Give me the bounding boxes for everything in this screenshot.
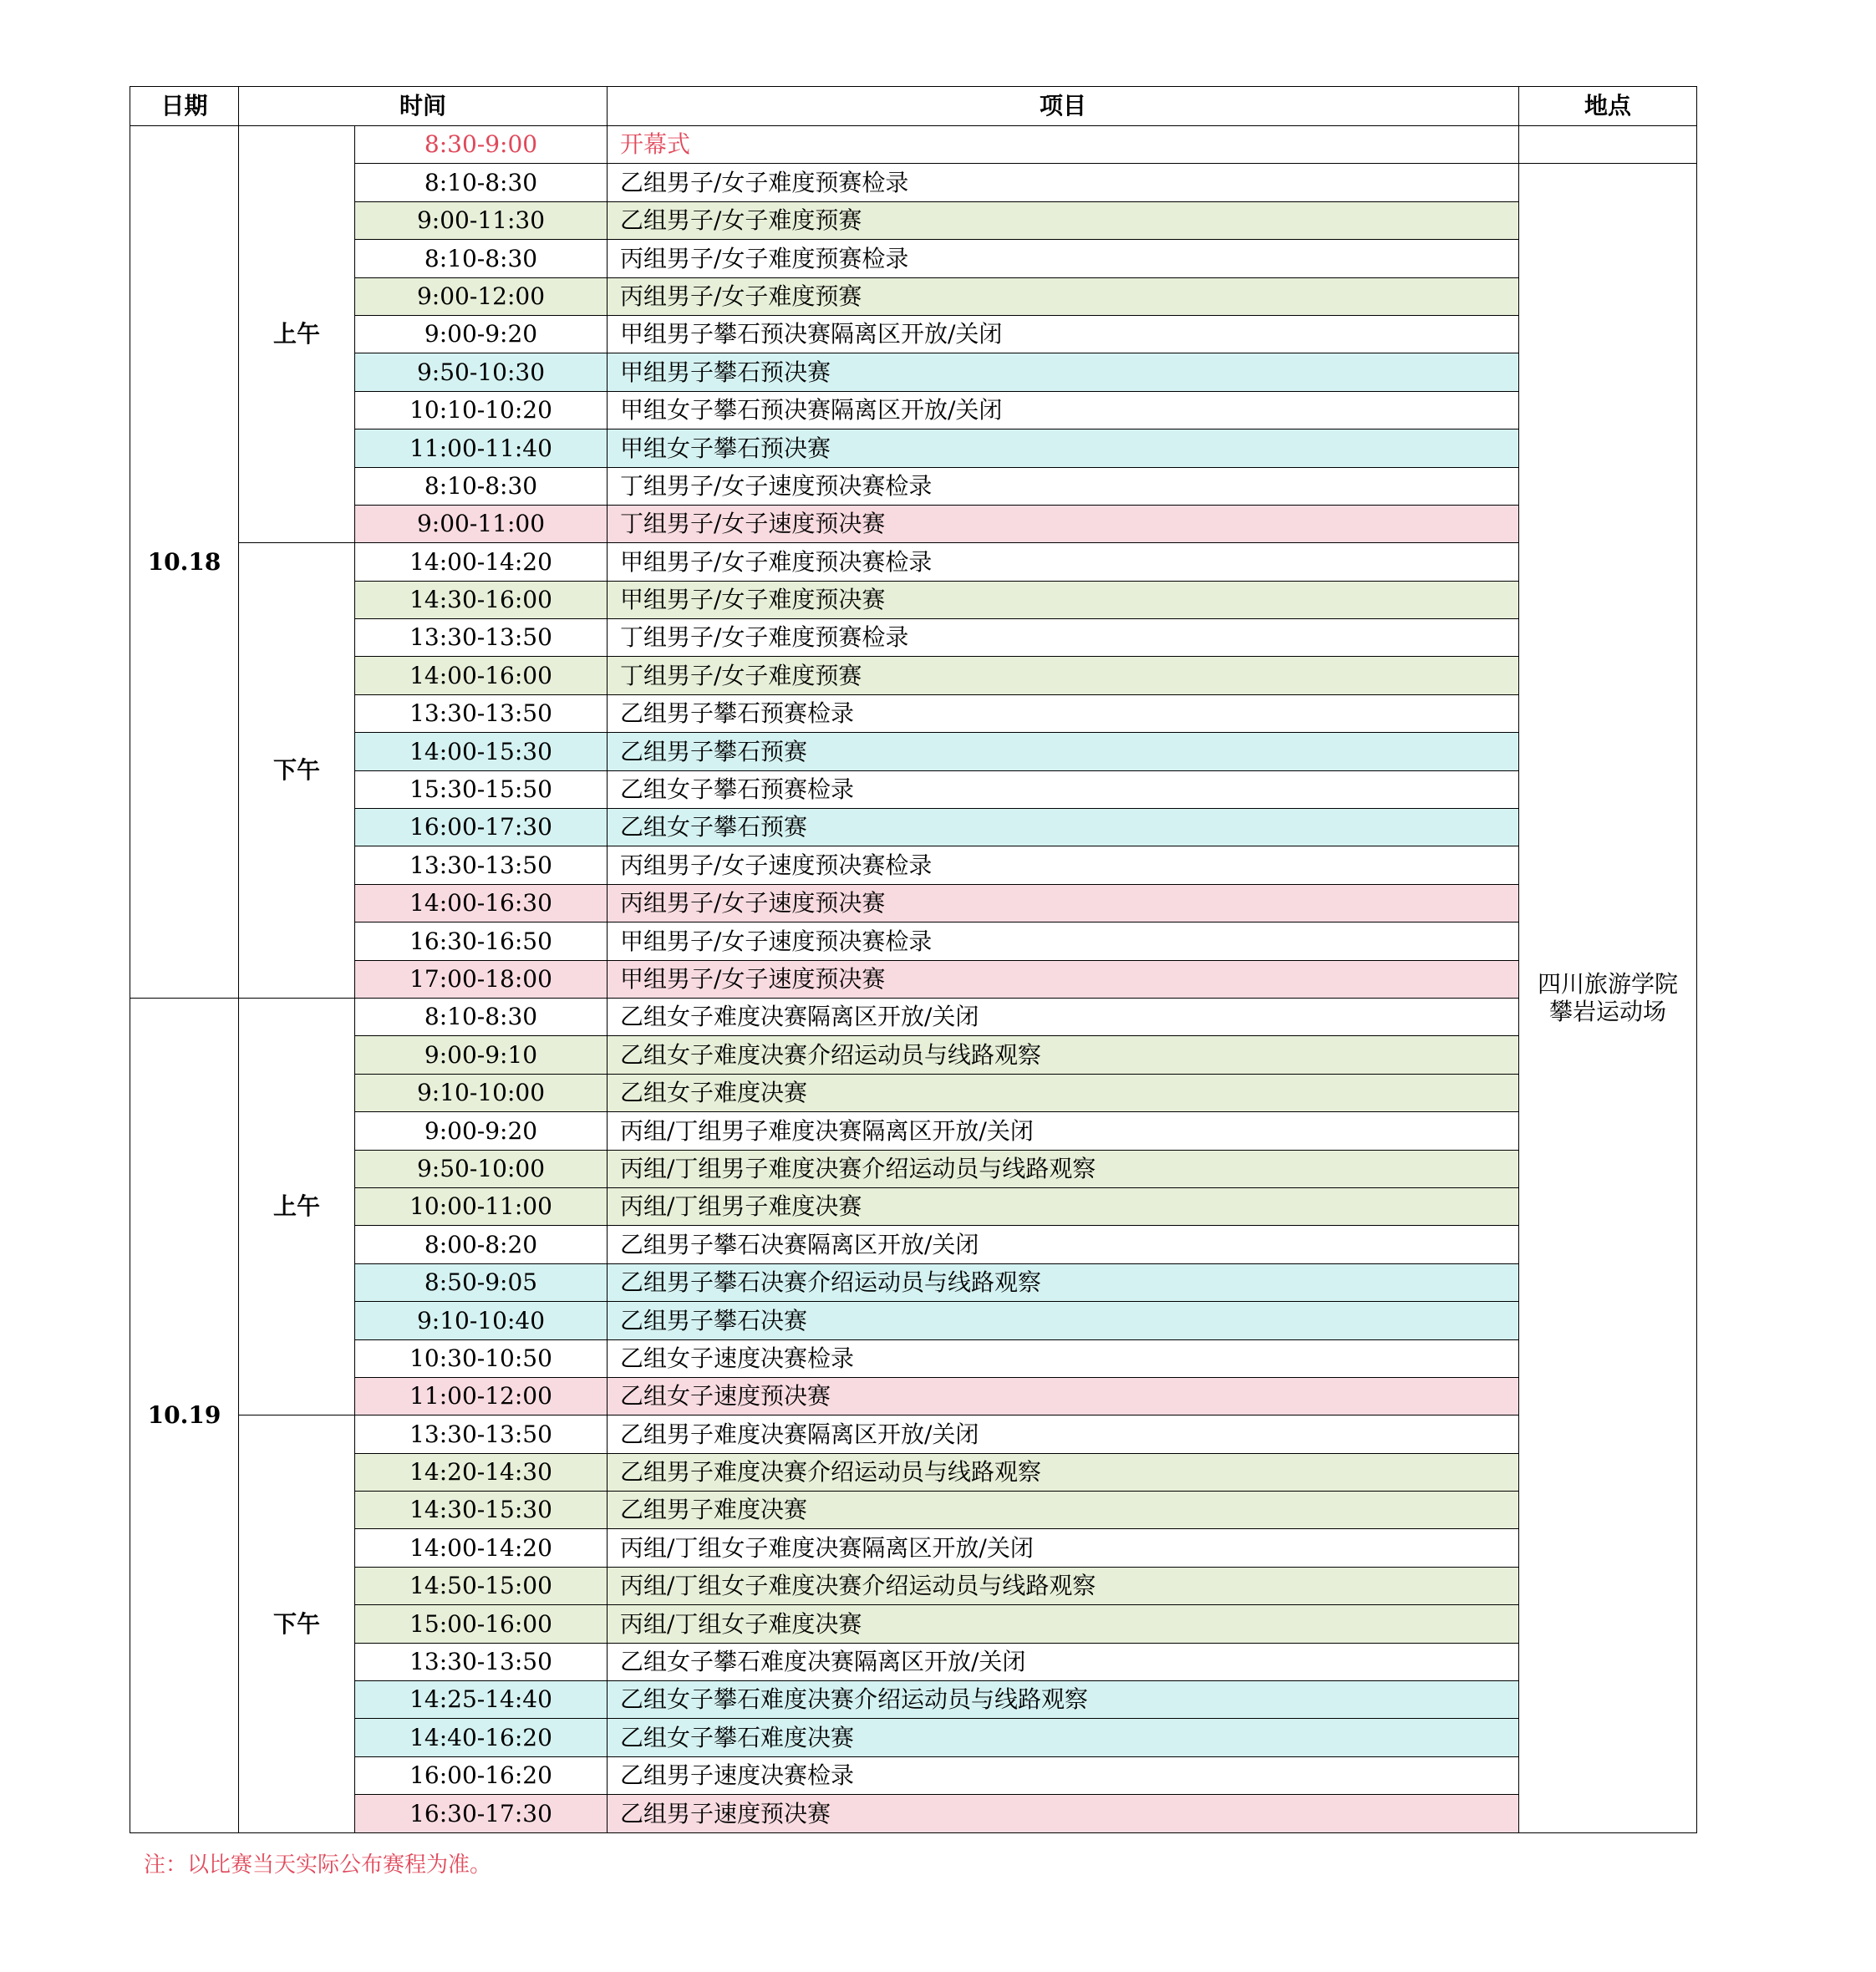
table-row	[130, 315, 1697, 353]
event-cell: 丙组男子/女子难度预赛	[608, 277, 1519, 315]
table-header	[130, 87, 1697, 126]
time-cell: 16:30-17:30	[355, 1795, 608, 1832]
event-cell: 乙组女子速度决赛检录	[608, 1339, 1519, 1377]
event-cell: 乙组女子难度决赛	[608, 1074, 1519, 1111]
table-row	[130, 240, 1697, 277]
table-row	[130, 1605, 1697, 1643]
time-cell: 9:00-11:00	[355, 505, 608, 542]
table-row	[130, 960, 1697, 998]
event-cell: 丁组男子/女子难度预赛检录	[608, 619, 1519, 657]
event-cell: 乙组女子攀石难度决赛介绍运动员与线路观察	[608, 1681, 1519, 1719]
time-cell: 9:00-12:00	[355, 277, 608, 315]
time-cell: 10:10-10:20	[355, 391, 608, 429]
period-cell: 下午	[239, 543, 355, 999]
time-cell: 15:00-16:00	[355, 1605, 608, 1643]
time-cell: 16:30-16:50	[355, 922, 608, 960]
event-cell: 乙组男子难度决赛	[608, 1492, 1519, 1529]
time-cell: 9:50-10:30	[355, 353, 608, 391]
event-cell: 丙组男子/女子速度预决赛	[608, 884, 1519, 922]
event-cell: 丙组/丁组女子难度决赛	[608, 1605, 1519, 1643]
header-venue: 地点	[1519, 87, 1697, 126]
table-row	[130, 1377, 1697, 1415]
date-cell: 10.18	[130, 126, 239, 999]
event-cell: 乙组男子速度决赛检录	[608, 1756, 1519, 1794]
event-cell: 乙组女子难度决赛介绍运动员与线路观察	[608, 1036, 1519, 1074]
time-cell: 14:40-16:20	[355, 1719, 608, 1756]
table-row	[130, 543, 1697, 581]
table-row	[130, 581, 1697, 618]
table-row	[130, 1302, 1697, 1339]
time-cell: 11:00-11:40	[355, 429, 608, 467]
event-cell: 乙组男子/女子难度预赛检录	[608, 164, 1519, 201]
table-row	[130, 1756, 1697, 1794]
table-row	[130, 1567, 1697, 1604]
table-row	[130, 1643, 1697, 1680]
time-cell: 8:10-8:30	[355, 164, 608, 201]
table-row	[130, 1415, 1697, 1453]
table-row	[130, 770, 1697, 808]
header-event: 项目	[608, 87, 1519, 126]
table-row	[130, 1719, 1697, 1756]
event-cell: 乙组男子/女子难度预赛	[608, 201, 1519, 239]
header-row	[130, 87, 1697, 126]
time-cell: 13:30-13:50	[355, 619, 608, 657]
table-row	[130, 277, 1697, 315]
time-cell: 17:00-18:00	[355, 960, 608, 998]
time-cell: 10:30-10:50	[355, 1339, 608, 1377]
event-cell: 丙组男子/女子速度预决赛检录	[608, 846, 1519, 884]
time-cell: 9:00-9:10	[355, 1036, 608, 1074]
event-cell: 乙组男子攀石决赛介绍运动员与线路观察	[608, 1263, 1519, 1301]
table-row	[130, 429, 1697, 467]
time-cell: 9:00-9:20	[355, 1112, 608, 1150]
date-cell: 10.19	[130, 998, 239, 1832]
time-cell: 9:00-9:20	[355, 315, 608, 353]
event-cell: 乙组男子速度预决赛	[608, 1795, 1519, 1832]
table-row	[130, 391, 1697, 429]
event-cell: 甲组男子攀石预决赛	[608, 353, 1519, 391]
time-cell: 8:00-8:20	[355, 1226, 608, 1263]
time-cell: 9:10-10:00	[355, 1074, 608, 1111]
table-row	[130, 201, 1697, 239]
time-cell: 14:00-14:20	[355, 543, 608, 581]
event-cell: 乙组女子攀石预赛	[608, 809, 1519, 846]
event-cell: 丙组男子/女子难度预赛检录	[608, 240, 1519, 277]
time-cell: 14:50-15:00	[355, 1567, 608, 1604]
event-cell: 开幕式	[608, 126, 1519, 164]
event-cell: 甲组男子/女子速度预决赛	[608, 960, 1519, 998]
time-cell: 8:30-9:00	[355, 126, 608, 164]
table-row	[130, 1112, 1697, 1150]
time-cell: 16:00-16:20	[355, 1756, 608, 1794]
table-row	[130, 733, 1697, 770]
event-cell: 乙组男子难度决赛介绍运动员与线路观察	[608, 1453, 1519, 1491]
event-cell: 甲组女子攀石预决赛隔离区开放/关闭	[608, 391, 1519, 429]
time-cell: 8:50-9:05	[355, 1263, 608, 1301]
time-cell: 14:00-14:20	[355, 1529, 608, 1567]
event-cell: 乙组男子攀石决赛	[608, 1302, 1519, 1339]
time-cell: 14:00-16:00	[355, 657, 608, 694]
time-cell: 13:30-13:50	[355, 1415, 608, 1453]
table-row	[130, 809, 1697, 846]
time-cell: 9:50-10:00	[355, 1150, 608, 1187]
event-cell: 甲组男子/女子难度预决赛检录	[608, 543, 1519, 581]
time-cell: 9:10-10:40	[355, 1302, 608, 1339]
event-cell: 丙组/丁组男子难度决赛介绍运动员与线路观察	[608, 1150, 1519, 1187]
event-cell: 丙组/丁组男子难度决赛	[608, 1187, 1519, 1225]
time-cell: 8:10-8:30	[355, 467, 608, 505]
table-row	[130, 619, 1697, 657]
event-cell: 甲组男子攀石预决赛隔离区开放/关闭	[608, 315, 1519, 353]
event-cell: 丁组男子/女子速度预决赛检录	[608, 467, 1519, 505]
time-cell: 14:30-16:00	[355, 581, 608, 618]
time-cell: 10:00-11:00	[355, 1187, 608, 1225]
table-row	[130, 1036, 1697, 1074]
table-row	[130, 164, 1697, 201]
venue-line-2: 攀岩运动场	[1548, 998, 1666, 1026]
table-row	[130, 1453, 1697, 1491]
table-row	[130, 1074, 1697, 1111]
table-row	[130, 126, 1697, 164]
time-cell: 8:10-8:30	[355, 998, 608, 1035]
event-cell: 丁组男子/女子速度预决赛	[608, 505, 1519, 542]
event-cell: 乙组女子攀石预赛检录	[608, 770, 1519, 808]
time-cell: 14:20-14:30	[355, 1453, 608, 1491]
footnote: 注：以比赛当天实际公布赛程为准。	[144, 1853, 492, 1878]
table-row	[130, 1492, 1697, 1529]
table-row	[130, 922, 1697, 960]
time-cell: 13:30-13:50	[355, 694, 608, 732]
table-row	[130, 505, 1697, 542]
table-row	[130, 353, 1697, 391]
period-cell: 上午	[239, 126, 355, 543]
time-cell: 14:30-15:30	[355, 1492, 608, 1529]
event-cell: 甲组男子/女子难度预决赛	[608, 581, 1519, 618]
event-cell: 乙组男子难度决赛隔离区开放/关闭	[608, 1415, 1519, 1453]
event-cell: 甲组男子/女子速度预决赛检录	[608, 922, 1519, 960]
time-cell: 14:00-15:30	[355, 733, 608, 770]
time-cell: 14:00-16:30	[355, 884, 608, 922]
event-cell: 乙组女子速度预决赛	[608, 1377, 1519, 1415]
table-row	[130, 1681, 1697, 1719]
event-cell: 丁组男子/女子难度预赛	[608, 657, 1519, 694]
event-cell: 乙组女子攀石难度决赛	[608, 1719, 1519, 1756]
table-row	[130, 846, 1697, 884]
event-cell: 乙组男子攀石决赛隔离区开放/关闭	[608, 1226, 1519, 1263]
time-cell: 11:00-12:00	[355, 1377, 608, 1415]
table-row	[130, 1795, 1697, 1832]
table-body	[130, 126, 1697, 1833]
table-row	[130, 1150, 1697, 1187]
table-row	[130, 1529, 1697, 1567]
event-cell: 丙组/丁组男子难度决赛隔离区开放/关闭	[608, 1112, 1519, 1150]
time-cell: 16:00-17:30	[355, 809, 608, 846]
event-cell: 乙组男子攀石预赛检录	[608, 694, 1519, 732]
table-row	[130, 998, 1697, 1035]
header-date: 日期	[130, 87, 239, 126]
venue-cell-blank	[1519, 126, 1697, 164]
table-row	[130, 1263, 1697, 1301]
event-cell: 甲组女子攀石预决赛	[608, 429, 1519, 467]
table-row	[130, 1187, 1697, 1225]
table-row	[130, 467, 1697, 505]
table-row	[130, 657, 1697, 694]
venue-line-1: 四川旅游学院	[1537, 969, 1678, 998]
event-cell: 乙组女子难度决赛隔离区开放/关闭	[608, 998, 1519, 1035]
venue-cell	[1519, 164, 1697, 1832]
time-cell: 9:00-11:30	[355, 201, 608, 239]
time-cell: 13:30-13:50	[355, 846, 608, 884]
event-cell: 丙组/丁组女子难度决赛隔离区开放/关闭	[608, 1529, 1519, 1567]
event-cell: 乙组男子攀石预赛	[608, 733, 1519, 770]
header-time: 时间	[239, 87, 608, 126]
time-cell: 13:30-13:50	[355, 1643, 608, 1680]
table-row	[130, 694, 1697, 732]
time-cell: 14:25-14:40	[355, 1681, 608, 1719]
period-cell: 下午	[239, 1415, 355, 1832]
event-cell: 丙组/丁组女子难度决赛介绍运动员与线路观察	[608, 1567, 1519, 1604]
table-row	[130, 1226, 1697, 1263]
table-row	[130, 1339, 1697, 1377]
event-cell: 乙组女子攀石难度决赛隔离区开放/关闭	[608, 1643, 1519, 1680]
schedule-table	[130, 86, 1697, 1833]
table-row	[130, 884, 1697, 922]
time-cell: 15:30-15:50	[355, 770, 608, 808]
period-cell: 上午	[239, 998, 355, 1415]
time-cell: 8:10-8:30	[355, 240, 608, 277]
